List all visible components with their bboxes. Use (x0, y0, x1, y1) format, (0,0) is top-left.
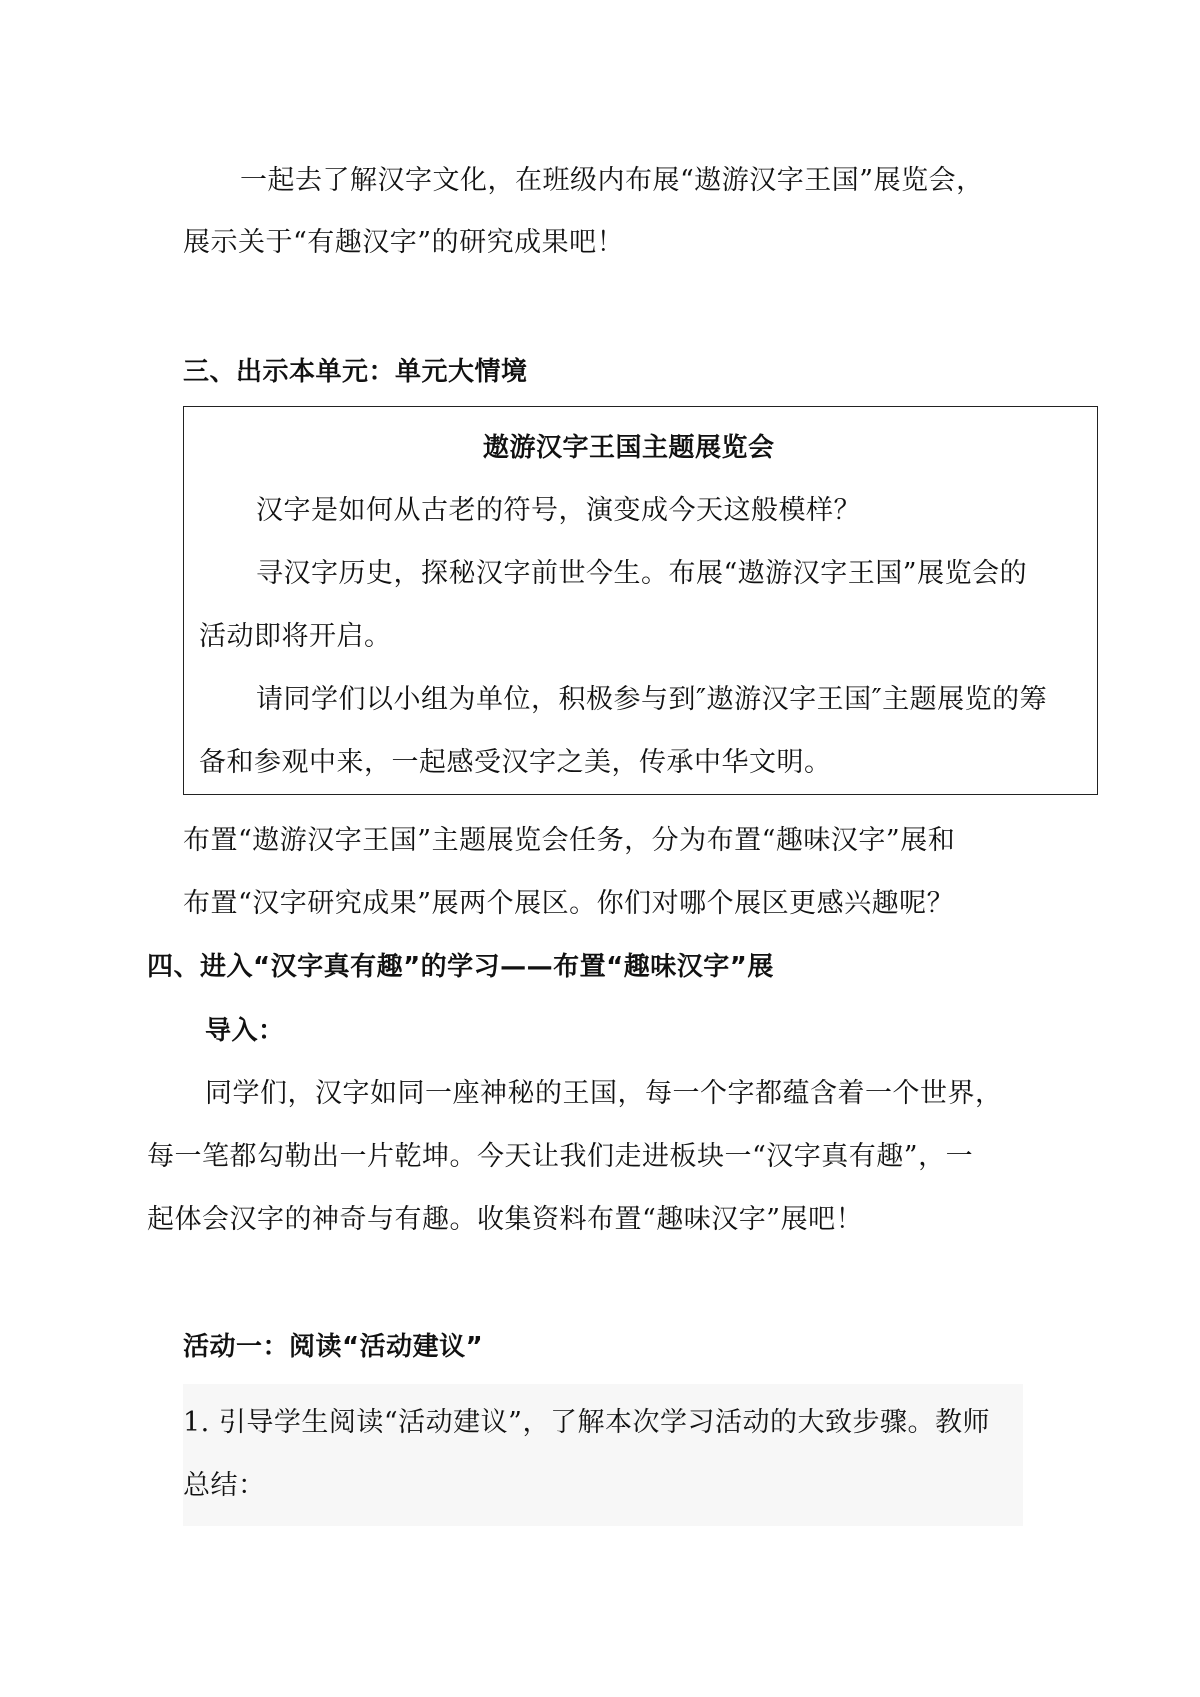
task-line-2: 布置“汉字研究成果”展两个展区。你们对哪个展区更感兴趣呢？ (183, 888, 955, 919)
scenario-box-title: 遨游汉字王国主题展览会 (483, 433, 775, 463)
intro-label: 导入： (205, 1016, 285, 1046)
intro-line-1: 一起去了解汉字文化，在班级内布展“遨游汉字王国”展览会， (240, 165, 984, 196)
task-line-1: 布置“遨游汉字王国”主题展览会任务，分为布置“趣味汉字”展和 (183, 825, 956, 856)
section-3-heading: 三、出示本单元：单元大情境 (183, 357, 528, 387)
scenario-para-3-line-2: 备和参观中来，一起感受汉字之美，传承中华文明。 (199, 747, 832, 778)
scenario-para-2-line-1: 寻汉字历史，探秘汉字前世今生。布展“遨游汉字王国”展览会的 (256, 558, 1028, 589)
section-4-para-line-3: 起体会汉字的神奇与有趣。收集资料布置“趣味汉字”展吧！ (147, 1204, 864, 1235)
activity-1-item-1-line-1: 1. 引导学生阅读“活动建议”，了解本次学习活动的大致步骤。教师 (183, 1407, 990, 1438)
section-4-para-line-1: 同学们，汉字如同一座神秘的王国，每一个字都蕴含着一个世界， (205, 1078, 1003, 1109)
section-4-heading: 四、进入“汉字真有趣”的学习——布置“趣味汉字”展 (147, 952, 774, 982)
scenario-para-3-line-1: 请同学们以小组为单位，积极参与到″遨游汉字王国″主题展览的筹 (256, 684, 1048, 715)
activity-1-item-1-line-2: 总结： (183, 1470, 266, 1501)
scenario-para-2-line-2: 活动即将开启。 (199, 621, 392, 652)
section-4-para-line-2: 每一笔都勾勒出一片乾坤。今天让我们走进板块一“汉字真有趣”，一 (147, 1141, 974, 1172)
scenario-para-1: 汉字是如何从古老的符号，演变成今天这般模样？ (256, 495, 861, 526)
activity-1-heading: 活动一：阅读“活动建议” (183, 1332, 484, 1362)
intro-line-2: 展示关于“有趣汉字”的研究成果吧！ (183, 227, 625, 258)
